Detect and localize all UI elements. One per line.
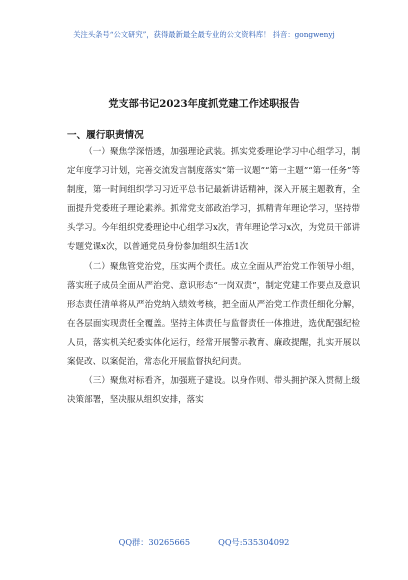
promo-banner: 关注头条号“公文研究”，获得最新最全最专业的公文资料库！ 抖音：gongwenyj [73, 30, 335, 39]
document-body [67, 143, 360, 410]
footer-qq-number: QQ号:535304092 [218, 537, 290, 547]
footer-qq-group: QQ群：30265665 [118, 537, 191, 547]
document-title: 党支部书记2023年度抓党建工作述职报告 [108, 98, 300, 110]
paragraph-1: （一）聚焦学深悟透，加强理论武装。抓实党委理论学习中心组学习，制定年度学习计划，完善交流发言制度落实“第一议题”“第一主题”“第一任务”等制度，第一时间组织学习习近平总书记最新讲话精神，深入开展主题教育，全面提升党委班子理论素养。抓常党支部政治学习，抓精青年理论学习，坚持带头学习。今年组织党委理论中心组学习x次，青年理论学习x次，为党员干部讲专题党课x次，以普通党员身份参加组织生活1次 [67, 147, 360, 253]
footer-contact [0, 537, 408, 548]
paragraph-3: （三）聚焦对标看齐，加强班子建设。以身作则、带头拥护深入贯彻上级决策部署，坚决服从组织安排，落实 [67, 376, 360, 406]
section-heading: 一、履行职责情况 [67, 130, 144, 141]
paragraph-2: （二）聚焦管党治党，压实两个责任。成立全面从严治党工作领导小组，落实班子成员全面从严治党、意识形态“一岗双责”，制定党建工作要点及意识形态责任清单将从严治党纳入绩效考核，把全面从严治党工作责任细化分解，在各层面实现责任全覆盖。坚持主体责任与监督责任一体推进，选优配强纪检人员，落实机关纪委实体化运行，经常开展警示教育、廉政提醒，扎实开展以案促改、以案促治，常态化开展监督执纪问责。 [67, 261, 360, 368]
